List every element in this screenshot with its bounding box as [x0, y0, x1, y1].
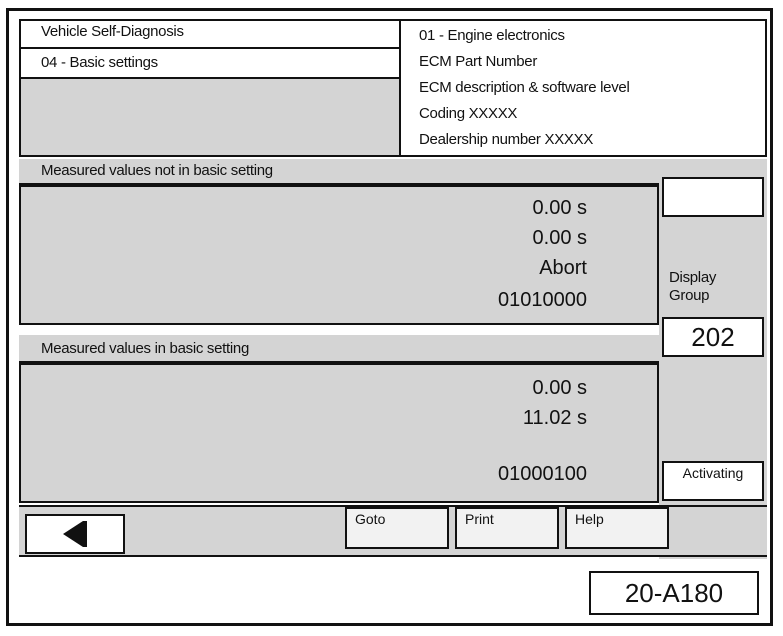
- info-line-coding: Coding XXXXX: [419, 105, 518, 122]
- side-blank-button[interactable]: [662, 177, 764, 217]
- activating-button[interactable]: Activating: [662, 461, 764, 501]
- mode-box: [19, 47, 401, 79]
- control-module-info: [399, 19, 767, 157]
- header-blank-panel: [19, 77, 401, 157]
- print-button[interactable]: Print: [455, 507, 559, 549]
- section-basic-title: Measured values in basic setting: [41, 340, 250, 357]
- display-group-field[interactable]: 202: [662, 317, 764, 357]
- mode-label: 04 - Basic settings: [41, 54, 158, 71]
- value-not-basic-4: 01010000: [498, 289, 587, 311]
- value-not-basic-3: Abort: [539, 257, 587, 279]
- goto-button[interactable]: Goto: [345, 507, 449, 549]
- function-title: Vehicle Self-Diagnosis: [41, 23, 184, 40]
- section-not-basic-values: [19, 185, 659, 325]
- value-not-basic-2: 0.00 s: [532, 227, 587, 249]
- section-not-basic-header: [19, 159, 767, 185]
- display-group-label: Display Group: [669, 269, 717, 304]
- section-basic-values: [19, 363, 659, 503]
- diagnostic-screen: [6, 8, 773, 626]
- info-line-module: 01 - Engine electronics: [419, 27, 565, 44]
- value-basic-2: 11.02 s: [522, 407, 587, 429]
- value-basic-1: 0.00 s: [532, 377, 587, 399]
- info-line-part-number: ECM Part Number: [419, 53, 538, 70]
- value-not-basic-1: 0.00 s: [532, 197, 587, 219]
- info-line-description: ECM description & software level: [419, 79, 630, 96]
- section-not-basic-title: Measured values not in basic setting: [41, 162, 273, 179]
- info-line-dealership: Dealership number XXXXX: [419, 131, 594, 148]
- back-arrow-icon: [57, 519, 97, 549]
- section-basic-header: [19, 335, 659, 363]
- back-button[interactable]: [25, 514, 125, 554]
- help-button[interactable]: Help: [565, 507, 669, 549]
- value-basic-3: 01000100: [498, 463, 587, 485]
- function-title-box: [19, 19, 401, 49]
- figure-id-label: 20-A180: [589, 571, 759, 615]
